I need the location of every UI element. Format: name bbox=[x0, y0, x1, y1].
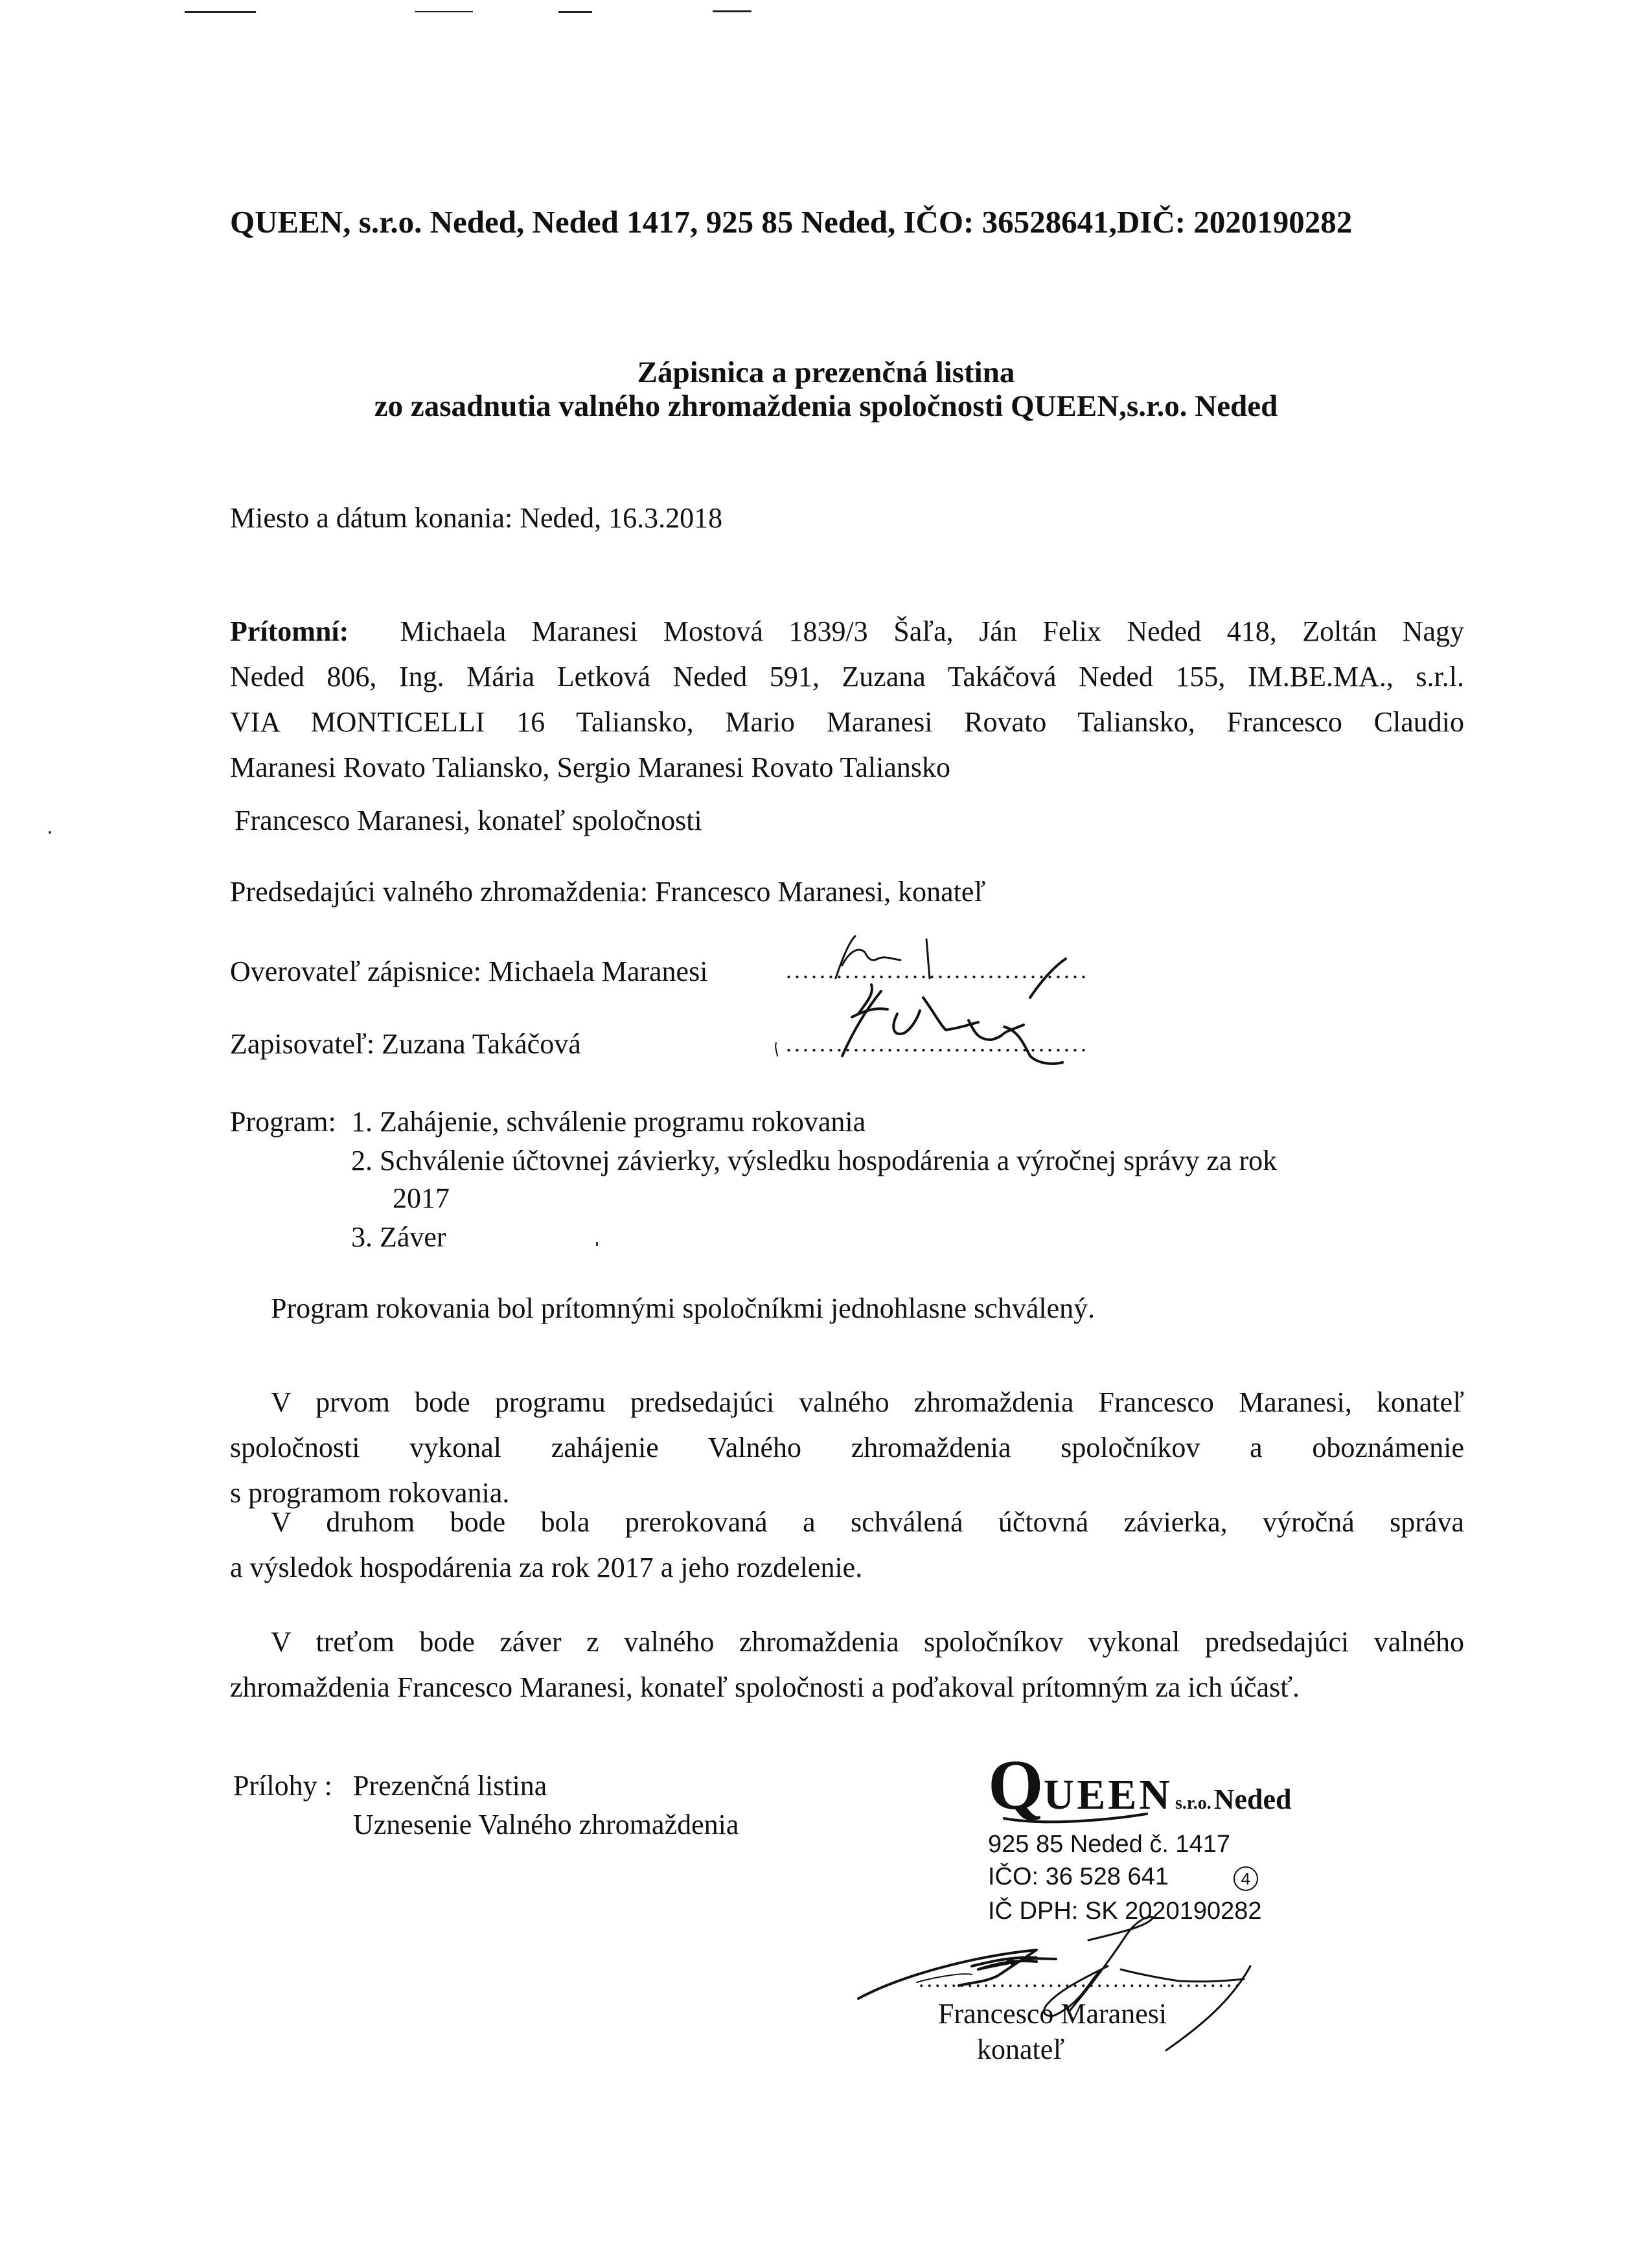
handwritten-signature-executive bbox=[842, 1905, 1490, 2151]
executive-signature-line: ........................................ bbox=[919, 1968, 1243, 1992]
stamp-address: 925 85 Neded č. 1417 bbox=[988, 1831, 1230, 1858]
executive-line: Francesco Maranesi, konateľ spoločnosti bbox=[235, 805, 702, 836]
recorder-label: Zapisovateľ: Zuzana Takáčová bbox=[230, 1028, 581, 1060]
stamp-logo-q: Q bbox=[988, 1745, 1044, 1824]
program-approved-paragraph: Program rokovania bol prítomnými spoločníkmi jednohlasne schválený. bbox=[271, 1292, 1096, 1324]
program-item-2: 2. Schválenie účtovnej závierky, výsledku hospodárenia a výročnej správy za rok bbox=[351, 1145, 1278, 1176]
attachment-item: Prezenčná listina bbox=[353, 1770, 547, 1802]
document-title: Zápisnica a prezenčná listina bbox=[637, 356, 1015, 389]
paragraph-line: zhromaždenia Francesco Maranesi, konateľ spoločnosti a poďakoval prítomným za ich účasť. bbox=[230, 1671, 1300, 1703]
attendees-label: Prítomní: bbox=[230, 615, 349, 647]
document-subtitle: zo zasadnutia valného zhromaždenia spoločnosti QUEEN,s.r.o. Neded bbox=[374, 389, 1278, 423]
stamp-vat-id: IČ DPH: SK 2020190282 bbox=[988, 1897, 1262, 1925]
program-item-1: 1. Zahájenie, schválenie programu rokovania bbox=[351, 1106, 866, 1138]
signatory-role: konateľ bbox=[977, 2033, 1065, 2065]
attendees-line: Prítomní: Michaela Maranesi Mostová 1839/3 Šaľa, Ján Felix Neded 418, Zoltán Nagy bbox=[230, 615, 1465, 647]
signatory-name: Francesco Maranesi bbox=[938, 1998, 1167, 2030]
attachments-label: Prílohy : bbox=[233, 1770, 332, 1802]
scan-artifact bbox=[558, 11, 592, 13]
handwritten-signature-verifier bbox=[745, 907, 1231, 1101]
program-item-3: 3. Záver bbox=[351, 1221, 446, 1253]
company-stamp bbox=[988, 1745, 1292, 1925]
attendees-line: Maranesi Rovato Taliansko, Sergio Maranesi Rovato Taliansko bbox=[230, 751, 950, 783]
attendees-line: VIA MONTICELLI 16 Taliansko, Mario Maranesi Rovato Taliansko, Francesco Claudio bbox=[230, 706, 1464, 738]
verifier-signature-line: .................................... bbox=[786, 957, 1089, 983]
stamp-logo-swoosh bbox=[1001, 1809, 1150, 1828]
attendees-block bbox=[230, 609, 1464, 790]
scan-speck bbox=[49, 831, 51, 834]
second-point-paragraph bbox=[230, 1500, 1464, 1590]
letterhead: QUEEN, s.r.o. Neded, Neded 1417, 925 85 Neded, IČO: 36528641,DIČ: 2020190282 bbox=[230, 204, 1353, 240]
stamp-town: Neded bbox=[1213, 1783, 1292, 1815]
scan-artifact bbox=[713, 10, 751, 12]
paragraph-line: spoločnosti vykonal zahájenie Valného zhromaždenia spoločníkov a oboznámenie bbox=[230, 1432, 1464, 1463]
place-date: Miesto a dátum konania: Neded, 16.3.2018 bbox=[230, 502, 723, 534]
chairman-line: Predsedajúci valného zhromaždenia: Francesco Maranesi, konateľ bbox=[230, 876, 986, 908]
scan-speck bbox=[596, 1242, 598, 1246]
third-point-paragraph bbox=[230, 1620, 1464, 1710]
program-item-2-continuation: 2017 bbox=[393, 1182, 450, 1214]
paragraph-line: V prvom bode programu predsedajúci valného zhromaždenia Francesco Maranesi, konateľ bbox=[271, 1386, 1464, 1418]
paragraph-line: s programom rokovania. bbox=[230, 1477, 510, 1509]
scan-artifact bbox=[185, 11, 256, 13]
paragraph-line: V druhom bode bola prerokovaná a schválená účtovná závierka, výročná správa bbox=[271, 1506, 1464, 1538]
first-point-paragraph bbox=[230, 1380, 1464, 1516]
program-label: Program: bbox=[230, 1106, 336, 1138]
recorder-signature-line: .................................... bbox=[786, 1031, 1089, 1057]
scan-artifact bbox=[415, 11, 473, 12]
attachment-item: Uznesenie Valného zhromaždenia bbox=[353, 1809, 739, 1840]
verifier-label: Overovateľ zápisnice: Michaela Maranesi bbox=[230, 956, 708, 987]
stamp-sro: s.r.o. bbox=[1175, 1793, 1211, 1813]
paragraph-line: a výsledok hospodárenia za rok 2017 a jeho rozdelenie. bbox=[230, 1552, 863, 1583]
paragraph-line: V treťom bode záver z valného zhromaždenia spoločníkov vykonal predsedajúci valného bbox=[271, 1626, 1464, 1658]
stamp-number-badge: 4 bbox=[1233, 1866, 1258, 1891]
attendees-line: Neded 806, Ing. Mária Letková Neded 591, Zuzana Takáčová Neded 155, IM.BE.MA., s.r.l. bbox=[230, 661, 1464, 693]
stamp-ico: IČO: 36 528 641 4 bbox=[988, 1864, 1291, 1891]
stamp-logo-text: UEEN bbox=[1043, 1771, 1173, 1818]
